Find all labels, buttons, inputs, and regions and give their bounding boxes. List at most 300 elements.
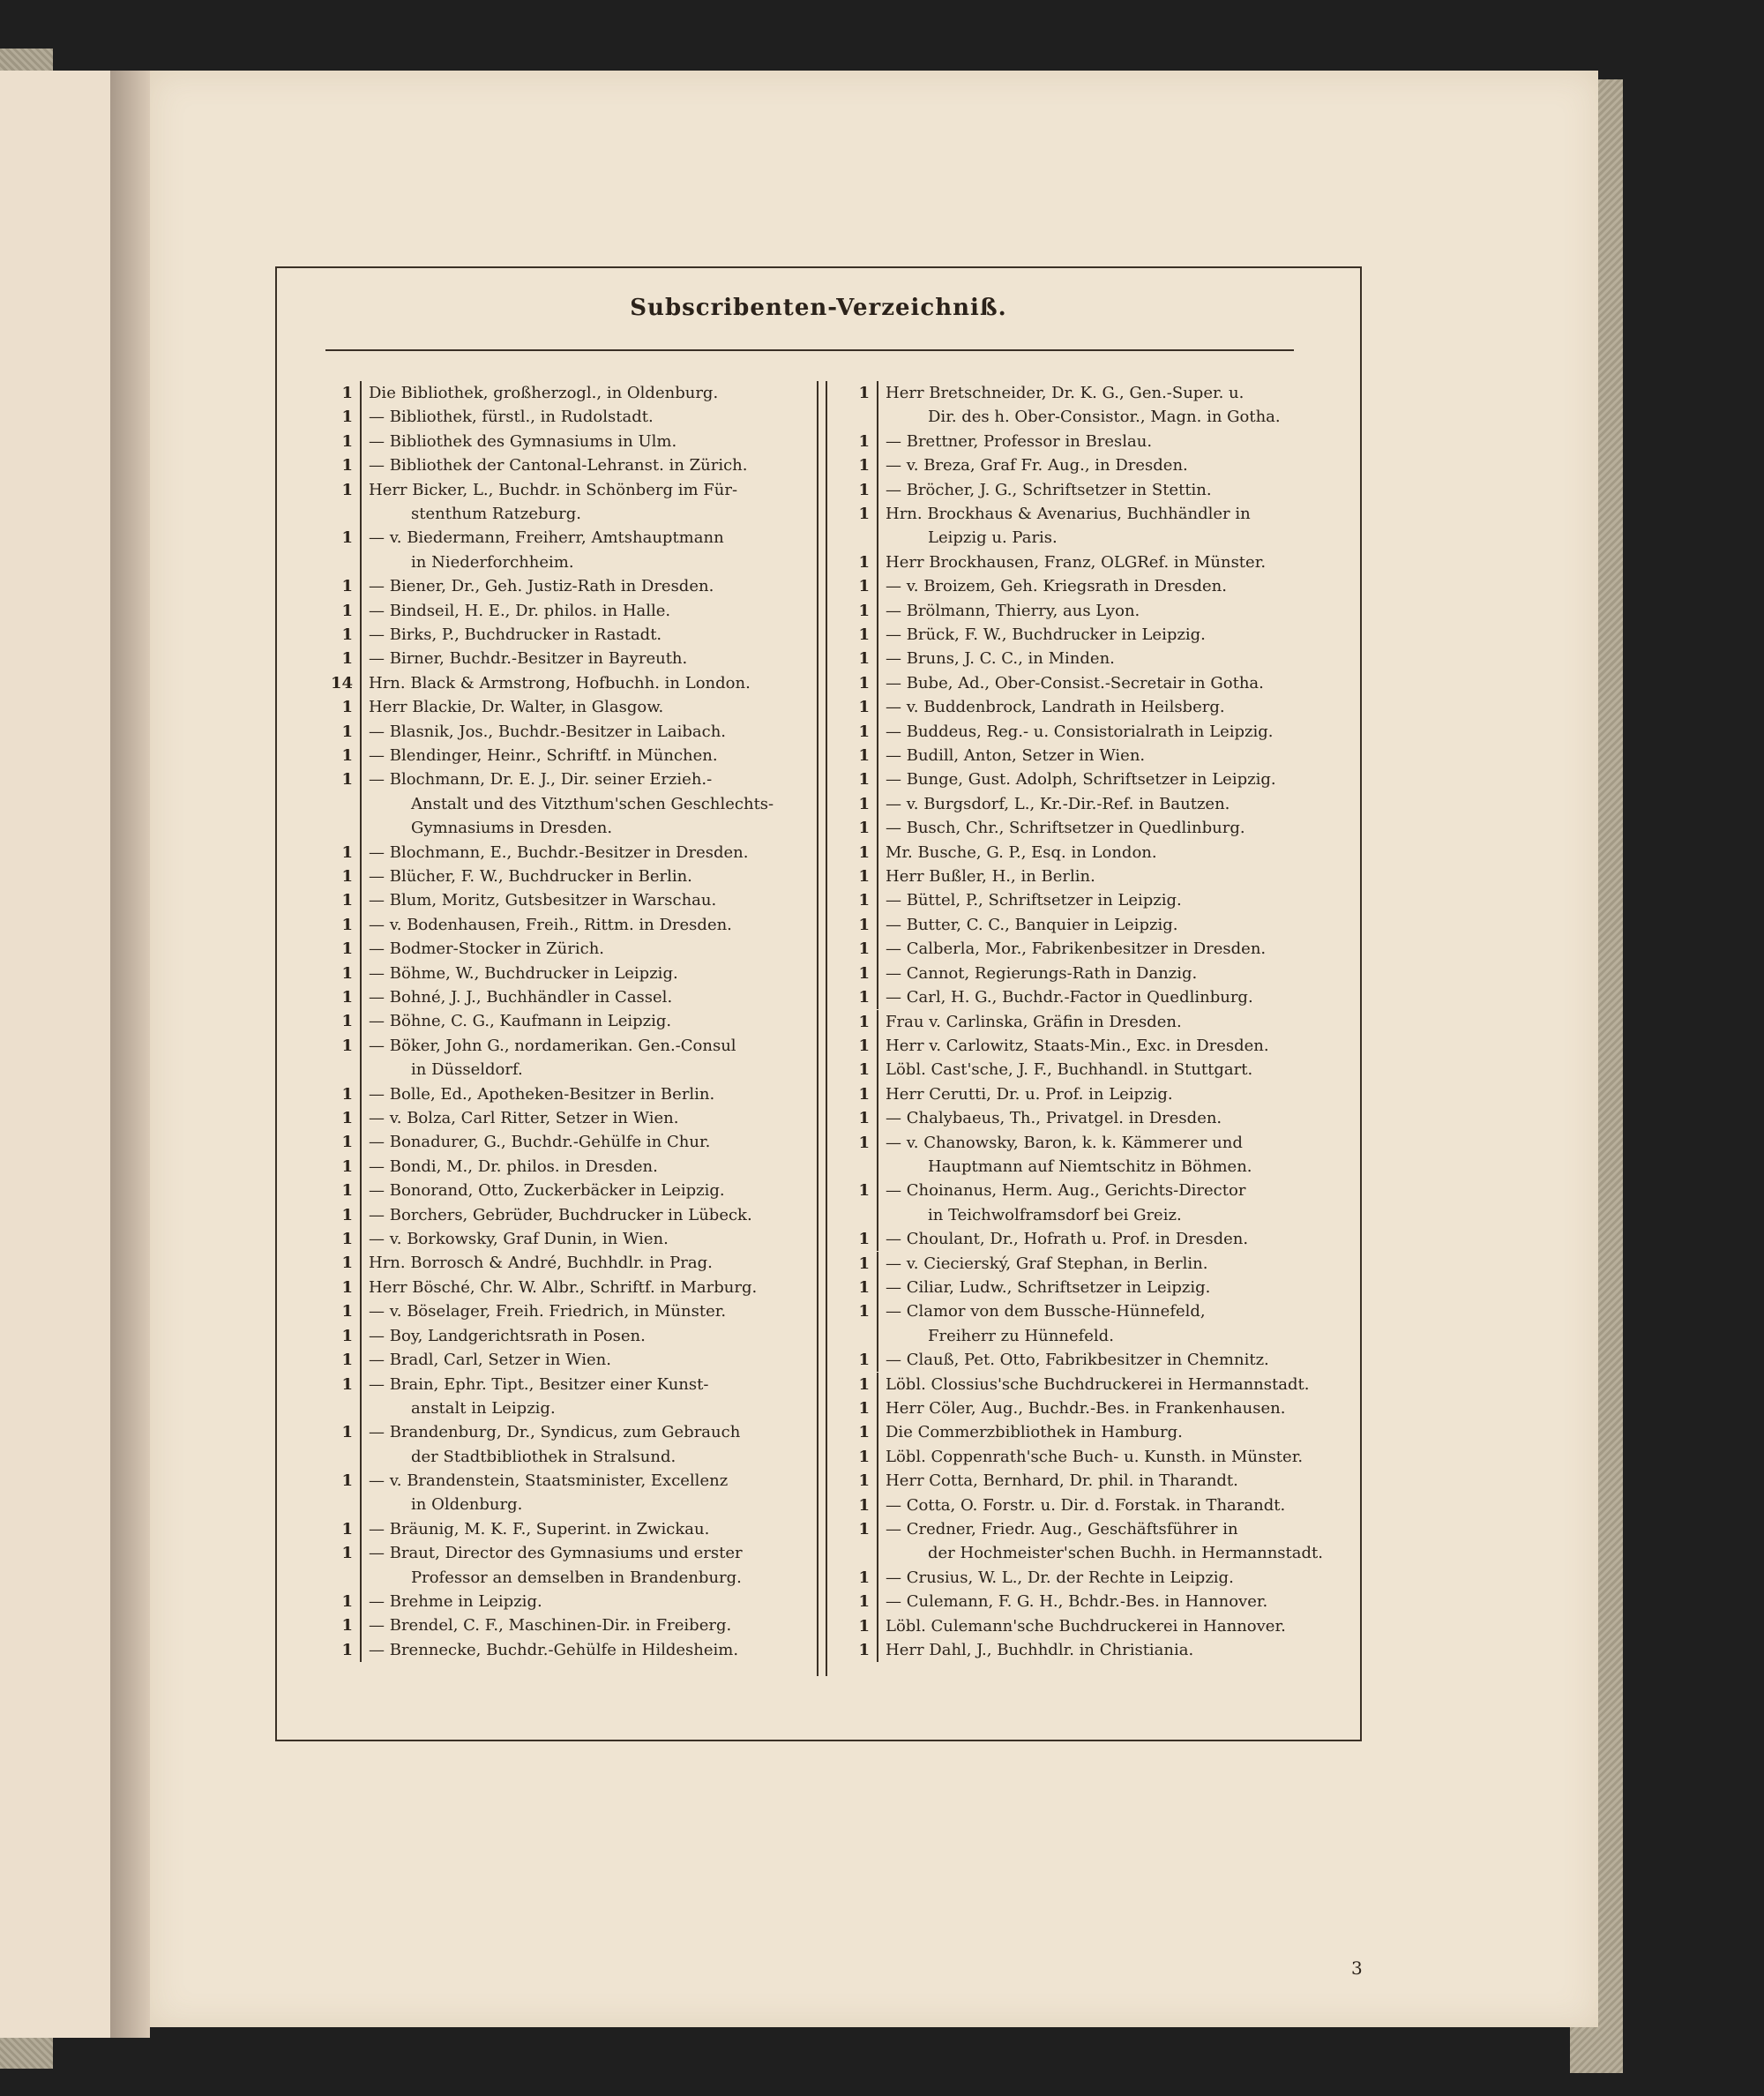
subscriber-entry [314, 526, 808, 574]
subscriber-line: — Bohné, J. J., Buchhändler in Cassel. [369, 988, 673, 1007]
subscriber-entry [831, 1373, 1325, 1396]
subscriber-text [877, 1445, 1325, 1469]
subscriber-line: — v. Breza, Graf Fr. Aug., in Dresden. [886, 456, 1188, 475]
subscriber-entry [831, 1566, 1325, 1590]
subscriber-text [360, 430, 808, 453]
subscriber-entry [831, 574, 1325, 598]
subscriber-line: Herr Bösché, Chr. W. Albr., Schriftf. in Marburg. [369, 1277, 758, 1297]
subscriber-text [877, 1299, 1325, 1348]
subscriber-count: 1 [858, 1568, 870, 1587]
subscriber-text [360, 453, 808, 477]
subscriber-text [360, 937, 808, 961]
subscriber-text [360, 767, 808, 840]
subscriber-line: Löbl. Culemann'sche Buchdruckerei in Hannover. [886, 1616, 1286, 1636]
subscriber-count: 1 [858, 1012, 870, 1031]
subscriber-entry [314, 599, 808, 623]
subscriber-line: — Blum, Moritz, Gutsbesitzer in Warschau. [369, 891, 717, 910]
subscriber-line-continuation: Professor an demselben in Brandenburg. [411, 1568, 742, 1587]
subscriber-count: 1 [858, 625, 870, 644]
subscriber-entry [831, 453, 1325, 477]
subscriber-entry [831, 695, 1325, 719]
subscriber-line-continuation: stenthum Ratzeburg. [411, 505, 581, 524]
subscriber-entry [314, 623, 808, 647]
subscriber-text [877, 695, 1325, 719]
subscriber-line: — Bonorand, Otto, Zuckerbäcker in Leipzig. [369, 1181, 725, 1201]
subscriber-line: Herr Cerutti, Dr. u. Prof. in Leipzig. [886, 1084, 1173, 1104]
subscriber-line: — Brendel, C. F., Maschinen-Dir. in Freiberg. [369, 1616, 732, 1636]
subscriber-entry [831, 599, 1325, 623]
subscriber-count: 1 [858, 794, 870, 813]
subscriber-entry [314, 671, 808, 695]
subscriber-count: 1 [341, 1326, 353, 1345]
subscriber-entry [831, 1106, 1325, 1130]
subscriber-count: 1 [341, 431, 353, 451]
subscriber-line: — Bube, Ad., Ober-Consist.-Secretair in Gotha. [886, 673, 1264, 692]
subscriber-line: — Brück, F. W., Buchdrucker in Leipzig. [886, 625, 1206, 644]
subscriber-line: — Bindseil, H. E., Dr. philos. in Halle. [369, 601, 671, 620]
subscriber-line: — Choinanus, Herm. Aug., Gerichts-Director [886, 1181, 1246, 1201]
subscriber-line: — Brettner, Professor in Breslau. [886, 431, 1153, 451]
subscriber-count: 1 [341, 408, 353, 427]
subscriber-text [877, 430, 1325, 453]
subscriber-text [877, 1131, 1325, 1179]
subscriber-entry [831, 1131, 1325, 1179]
subscriber-entry [831, 1517, 1325, 1566]
subscriber-text [360, 647, 808, 670]
subscriber-text [360, 1517, 808, 1541]
subscriber-count: 1 [341, 1205, 353, 1224]
subscriber-line: — v. Chanowsky, Baron, k. k. Kämmerer und [886, 1133, 1243, 1152]
subscriber-line: Herr Bußler, H., in Berlin. [886, 867, 1095, 887]
column-divider [817, 381, 827, 1676]
subscriber-entry [314, 1155, 808, 1179]
subscriber-text [877, 1373, 1325, 1396]
subscriber-line: — Buddeus, Reg.- u. Consistorialrath in Leipzig. [886, 722, 1274, 741]
subscriber-count: 1 [341, 746, 353, 766]
subscriber-line: — v. Ciecierský, Graf Stephan, in Berlin. [886, 1254, 1208, 1273]
subscriber-line: — v. Böselager, Freih. Friedrich, in Münster. [369, 1302, 727, 1321]
subscriber-line: — Böhme, W., Buchdrucker in Leipzig. [369, 963, 678, 983]
subscriber-entry [314, 1348, 808, 1372]
page-number: 3 [1351, 1958, 1363, 1979]
subscriber-text [877, 767, 1325, 791]
subscriber-entry [831, 1299, 1325, 1348]
subscriber-count: 1 [341, 1036, 353, 1055]
subscriber-entry [831, 1276, 1325, 1299]
subscriber-line-continuation: anstalt in Leipzig. [411, 1398, 556, 1418]
subscriber-entry [314, 720, 808, 744]
subscriber-line: Herr Bretschneider, Dr. K. G., Gen.-Super. u. [886, 384, 1245, 402]
subscriber-line: — Brandenburg, Dr., Syndicus, zum Gebrauch [369, 1423, 741, 1442]
subscriber-text [360, 478, 808, 527]
subscriber-entry [314, 767, 808, 840]
subscriber-line: — Büttel, P., Schriftsetzer in Leipzig. [886, 891, 1182, 910]
subscriber-entry [314, 1227, 808, 1251]
subscriber-count: 1 [858, 746, 870, 766]
subscriber-count: 1 [858, 1592, 870, 1612]
subscriber-entry [314, 1179, 808, 1202]
subscriber-line: — Böhne, C. G., Kaufmann in Leipzig. [369, 1012, 672, 1031]
subscriber-text [360, 1420, 808, 1469]
subscriber-text [360, 671, 808, 695]
subscriber-count: 1 [341, 480, 353, 499]
subscriber-line: — Blendinger, Heinr., Schriftf. in München. [369, 746, 718, 766]
subscriber-count: 1 [858, 480, 870, 499]
subscriber-count: 1 [341, 963, 353, 983]
subscriber-text [360, 1251, 808, 1275]
subscriber-text [877, 1034, 1325, 1058]
subscriber-count: 1 [858, 552, 870, 572]
subscriber-entry [314, 1299, 808, 1323]
subscriber-line: — Culemann, F. G. H., Bchdr.-Bes. in Hannover. [886, 1592, 1268, 1612]
subscriber-entry [314, 405, 808, 429]
subscriber-count: 1 [341, 698, 353, 717]
subscriber-line: Hrn. Black & Armstrong, Hofbuchh. in London. [369, 673, 751, 692]
subscriber-text [360, 1299, 808, 1323]
subscriber-count: 1 [341, 1519, 353, 1538]
subscriber-entry [314, 1203, 808, 1227]
subscriber-line: — Böker, John G., nordamerikan. Gen.-Consul [369, 1036, 736, 1055]
subscriber-entry [314, 1517, 808, 1541]
subscriber-text [360, 1203, 808, 1227]
subscriber-line: Hrn. Brockhaus & Avenarius, Buchhändler in [886, 505, 1251, 523]
subscriber-count: 1 [858, 1616, 870, 1636]
subscriber-count: 1 [858, 1423, 870, 1442]
subscriber-text [877, 1106, 1325, 1130]
subscriber-entry [831, 647, 1325, 670]
subscriber-text [360, 599, 808, 623]
subscriber-entry [314, 1130, 808, 1154]
subscriber-entry [314, 1034, 808, 1082]
subscriber-line: Herr Blackie, Dr. Walter, in Glasgow. [369, 698, 664, 717]
subscriber-entry [831, 381, 1325, 430]
page-frame [275, 266, 1363, 1979]
subscriber-count: 1 [341, 1157, 353, 1176]
subscriber-count: 14 [330, 673, 353, 692]
subscriber-count: 1 [858, 456, 870, 475]
subscriber-count: 1 [858, 1060, 870, 1080]
subscriber-text [360, 1613, 808, 1637]
subscriber-count: 1 [858, 601, 870, 620]
subscriber-line: — v. Bolza, Carl Ritter, Setzer in Wien. [369, 1109, 679, 1128]
subscriber-text [877, 1614, 1325, 1638]
subscriber-count: 1 [858, 939, 870, 959]
subscriber-line: — Bradl, Carl, Setzer in Wien. [369, 1351, 611, 1370]
subscriber-entry [831, 841, 1325, 865]
subscriber-entry [831, 985, 1325, 1009]
subscriber-count: 1 [858, 1471, 870, 1491]
subscriber-entry [831, 865, 1325, 888]
subscriber-count: 1 [341, 988, 353, 1007]
subscriber-text [877, 1082, 1325, 1106]
subscriber-entry [314, 381, 808, 405]
subscriber-line: — Bolle, Ed., Apotheken-Besitzer in Berlin. [369, 1084, 715, 1104]
subscriber-entry [314, 1082, 808, 1106]
subscriber-line-continuation: Hauptmann auf Niemtschitz in Böhmen. [928, 1157, 1252, 1176]
subscriber-entry [831, 671, 1325, 695]
subscriber-text [360, 1034, 808, 1082]
subscriber-text [877, 1227, 1325, 1251]
page-title: Subscribenten-Verzeichniß. [630, 295, 1007, 321]
subscriber-count: 1 [341, 1012, 353, 1031]
subscriber-count: 1 [858, 673, 870, 692]
subscriber-line: Herr Brockhausen, Franz, OLGRef. in Münster. [886, 552, 1267, 572]
subscriber-entry [831, 1227, 1325, 1251]
subscriber-count: 1 [858, 819, 870, 838]
subscriber-line: — Blücher, F. W., Buchdrucker in Berlin. [369, 867, 692, 887]
subscriber-text [360, 695, 808, 719]
subscriber-line: — Bibliothek des Gymnasiums in Ulm. [369, 431, 677, 451]
subscriber-line: — Bunge, Gust. Adolph, Schriftsetzer in Leipzig. [886, 770, 1276, 790]
subscriber-text [360, 1469, 808, 1517]
subscriber-count: 1 [858, 963, 870, 983]
subscriber-line: — Bibliothek der Cantonal-Lehranst. in Zürich. [369, 456, 748, 475]
subscriber-text [877, 913, 1325, 937]
subscriber-line: — Birks, P., Buchdrucker in Rastadt. [369, 625, 662, 644]
subscriber-entry [314, 937, 808, 961]
subscriber-line: Die Bibliothek, großherzogl., in Oldenburg. [369, 384, 719, 402]
subscriber-line: Herr v. Carlowitz, Staats-Min., Exc. in Dresden. [886, 1036, 1269, 1055]
subscriber-entry [831, 478, 1325, 502]
subscriber-count: 1 [341, 1302, 353, 1321]
subscriber-count: 1 [341, 1423, 353, 1442]
subscriber-count: 1 [341, 770, 353, 790]
subscriber-text [360, 985, 808, 1009]
subscriber-text [877, 1517, 1325, 1566]
subscriber-column-left [314, 381, 808, 1662]
subscriber-entry [314, 744, 808, 767]
subscriber-entry [831, 550, 1325, 574]
subscriber-entry [831, 816, 1325, 840]
subscriber-text [877, 985, 1325, 1009]
subscriber-text [360, 1638, 808, 1662]
subscriber-count: 1 [858, 1302, 870, 1321]
subscriber-count: 1 [858, 891, 870, 910]
subscriber-count: 1 [341, 1277, 353, 1297]
subscriber-line: — Butter, C. C., Banquier in Leipzig. [886, 915, 1178, 934]
subscriber-count: 1 [858, 649, 870, 669]
subscriber-text [877, 1348, 1325, 1372]
subscriber-text [877, 1058, 1325, 1082]
subscriber-text [877, 623, 1325, 647]
subscriber-line: Frau v. Carlinska, Gräfin in Dresden. [886, 1012, 1182, 1031]
subscriber-text [877, 841, 1325, 865]
subscriber-entry [831, 1348, 1325, 1372]
subscriber-line: — Busch, Chr., Schriftsetzer in Quedlinburg. [886, 819, 1245, 838]
subscriber-text [360, 962, 808, 985]
subscriber-line-continuation: in Niederforchheim. [411, 552, 574, 572]
subscriber-entry [314, 888, 808, 912]
book-page [150, 71, 1598, 2027]
subscriber-count: 1 [341, 891, 353, 910]
subscriber-line: — Birner, Buchdr.-Besitzer in Bayreuth. [369, 649, 688, 669]
subscriber-count: 1 [341, 939, 353, 959]
subscriber-count: 1 [858, 915, 870, 934]
subscriber-entry [831, 1179, 1325, 1227]
subscriber-entry [314, 1638, 808, 1662]
subscriber-count: 1 [858, 1398, 870, 1418]
subscriber-count: 1 [341, 1374, 353, 1394]
subscriber-line: Löbl. Clossius'sche Buchdruckerei in Hermannstadt. [886, 1374, 1310, 1394]
subscriber-text [877, 574, 1325, 598]
subscriber-line: — Brölmann, Thierry, aus Lyon. [886, 601, 1140, 620]
subscriber-text [877, 1276, 1325, 1299]
subscriber-entry [314, 1276, 808, 1299]
subscriber-entry [831, 1396, 1325, 1420]
subscriber-line: — Clamor von dem Bussche-Hünnefeld, [886, 1302, 1206, 1321]
subscriber-text [360, 1590, 808, 1613]
subscriber-line: Mr. Busche, G. P., Esq. in London. [886, 842, 1157, 862]
subscriber-line: — Bräunig, M. K. F., Superint. in Zwickau. [369, 1519, 710, 1538]
subscriber-entry [831, 1252, 1325, 1276]
subscriber-line: — Bonadurer, G., Buchdr.-Gehülfe in Chur. [369, 1133, 711, 1152]
subscriber-count: 1 [858, 1351, 870, 1370]
subscriber-entry [831, 1058, 1325, 1082]
subscriber-text [877, 1566, 1325, 1590]
subscriber-text [877, 550, 1325, 574]
subscriber-line: Löbl. Coppenrath'sche Buch- u. Kunsth. in Münster. [886, 1447, 1304, 1466]
subscriber-count: 1 [858, 842, 870, 862]
subscriber-line: — Bondi, M., Dr. philos. in Dresden. [369, 1157, 658, 1176]
subscriber-count: 1 [858, 1230, 870, 1249]
subscriber-line: — v. Bodenhausen, Freih., Rittm. in Dresden. [369, 915, 732, 934]
subscriber-entry [831, 1590, 1325, 1613]
subscriber-text [877, 888, 1325, 912]
subscriber-line: Herr Cöler, Aug., Buchdr.-Bes. in Frankenhausen. [886, 1398, 1286, 1418]
subscriber-entry [314, 1613, 808, 1637]
subscriber-count: 1 [341, 1640, 353, 1659]
subscriber-text [877, 937, 1325, 961]
subscriber-text [360, 405, 808, 429]
subscriber-line-continuation: in Oldenburg. [411, 1495, 523, 1515]
subscriber-text [360, 913, 808, 937]
subscriber-line-continuation: in Teichwolframsdorf bei Greiz. [928, 1205, 1182, 1224]
subscriber-text [360, 1541, 808, 1590]
subscriber-text [877, 792, 1325, 816]
subscriber-line: — Carl, H. G., Buchdr.-Factor in Quedlinburg. [886, 988, 1253, 1007]
subscriber-entry [314, 1469, 808, 1517]
subscriber-count: 1 [858, 577, 870, 596]
subscriber-text [877, 1493, 1325, 1517]
subscriber-entry [314, 1373, 808, 1421]
subscriber-count: 1 [858, 1084, 870, 1104]
subscriber-line: — Clauß, Pet. Otto, Fabrikbesitzer in Chemnitz. [886, 1351, 1269, 1370]
subscriber-entry [314, 574, 808, 598]
subscriber-text [877, 962, 1325, 985]
subscriber-text [360, 1227, 808, 1251]
subscriber-text [877, 647, 1325, 670]
subscriber-text [360, 574, 808, 598]
subscriber-column-right [831, 381, 1325, 1662]
subscriber-entry [831, 1082, 1325, 1106]
subscriber-entry [314, 985, 808, 1009]
subscriber-count: 1 [341, 722, 353, 741]
title-rule [325, 349, 1294, 351]
subscriber-count: 1 [341, 1471, 353, 1491]
subscriber-count: 1 [858, 505, 870, 523]
subscriber-count: 1 [341, 577, 353, 596]
subscriber-entry [314, 1251, 808, 1275]
subscriber-count: 1 [341, 601, 353, 620]
subscriber-entry [314, 430, 808, 453]
subscriber-count: 1 [341, 649, 353, 669]
subscriber-count: 1 [341, 1592, 353, 1612]
subscriber-count: 1 [858, 1181, 870, 1201]
subscriber-line-continuation: Anstalt und des Vitzthum'schen Geschlechts- [411, 794, 774, 813]
subscriber-text [877, 744, 1325, 767]
subscriber-count: 1 [341, 867, 353, 887]
subscriber-text [360, 526, 808, 574]
subscriber-entry [314, 865, 808, 888]
subscriber-line: Hrn. Borrosch & André, Buchhdlr. in Prag. [369, 1254, 713, 1273]
subscriber-text [877, 599, 1325, 623]
subscriber-text [360, 720, 808, 744]
subscriber-entry [831, 1420, 1325, 1444]
subscriber-entry [831, 1010, 1325, 1034]
subscriber-count: 1 [858, 770, 870, 790]
subscriber-count: 1 [858, 988, 870, 1007]
subscriber-line-continuation: Leipzig u. Paris. [928, 528, 1058, 548]
subscriber-count: 1 [858, 1036, 870, 1055]
left-page-edge [0, 71, 112, 2038]
subscriber-entry [314, 1590, 808, 1613]
subscriber-entry [314, 695, 808, 719]
subscriber-entry [314, 1420, 808, 1469]
subscriber-text [877, 865, 1325, 888]
subscriber-text [877, 671, 1325, 695]
subscriber-line-continuation: der Hochmeister'schen Buchh. in Hermannstadt. [928, 1544, 1323, 1563]
subscriber-text [360, 381, 808, 405]
subscriber-text [360, 1009, 808, 1033]
subscriber-text [877, 1469, 1325, 1493]
subscriber-entry [831, 937, 1325, 961]
subscriber-line: — v. Buddenbrock, Landrath in Heilsberg. [886, 698, 1225, 717]
subscriber-line-continuation: Gymnasiums in Dresden. [411, 819, 613, 838]
subscriber-line: — Budill, Anton, Setzer in Wien. [886, 746, 1146, 766]
subscriber-count: 1 [341, 915, 353, 934]
subscriber-text [877, 1590, 1325, 1613]
subscriber-line: — Blasnik, Jos., Buchdr.-Besitzer in Laibach. [369, 722, 727, 741]
subscriber-line: Löbl. Cast'sche, J. F., Buchhandl. in Stuttgart. [886, 1060, 1253, 1080]
subscriber-entry [831, 888, 1325, 912]
subscriber-count: 1 [858, 1109, 870, 1128]
subscriber-count: 1 [341, 456, 353, 475]
subscriber-count: 1 [341, 625, 353, 644]
subscriber-text [360, 888, 808, 912]
subscriber-line: — Brain, Ephr. Tipt., Besitzer einer Kunst- [369, 1374, 709, 1394]
subscriber-line: — Bodmer-Stocker in Zürich. [369, 939, 605, 959]
subscriber-line-continuation: Dir. des h. Ober-Consistor., Magn. in Gotha. [928, 408, 1281, 427]
subscriber-count: 1 [858, 1495, 870, 1515]
subscriber-line: — Choulant, Dr., Hofrath u. Prof. in Dresden. [886, 1230, 1249, 1249]
subscriber-line: — Brennecke, Buchdr.-Gehülfe in Hildesheim. [369, 1640, 739, 1659]
subscriber-line: — Cannot, Regierungs-Rath in Danzig. [886, 963, 1198, 983]
subscriber-entry [831, 1614, 1325, 1638]
subscriber-count: 1 [858, 1254, 870, 1273]
subscriber-entry [831, 720, 1325, 744]
subscriber-count: 1 [858, 698, 870, 717]
subscriber-text [360, 1130, 808, 1154]
subscriber-entry [831, 1469, 1325, 1493]
subscriber-line: — Borchers, Gebrüder, Buchdrucker in Lübeck. [369, 1205, 752, 1224]
subscriber-count: 1 [341, 1254, 353, 1273]
subscriber-line: Herr Dahl, J., Buchhdlr. in Christiania. [886, 1640, 1194, 1659]
subscriber-count: 1 [858, 1374, 870, 1394]
subscriber-line: — Ciliar, Ludw., Schriftsetzer in Leipzig. [886, 1277, 1211, 1297]
subscriber-text [360, 623, 808, 647]
subscriber-line: — Bruns, J. C. C., in Minden. [886, 649, 1115, 669]
subscriber-count: 1 [858, 431, 870, 451]
